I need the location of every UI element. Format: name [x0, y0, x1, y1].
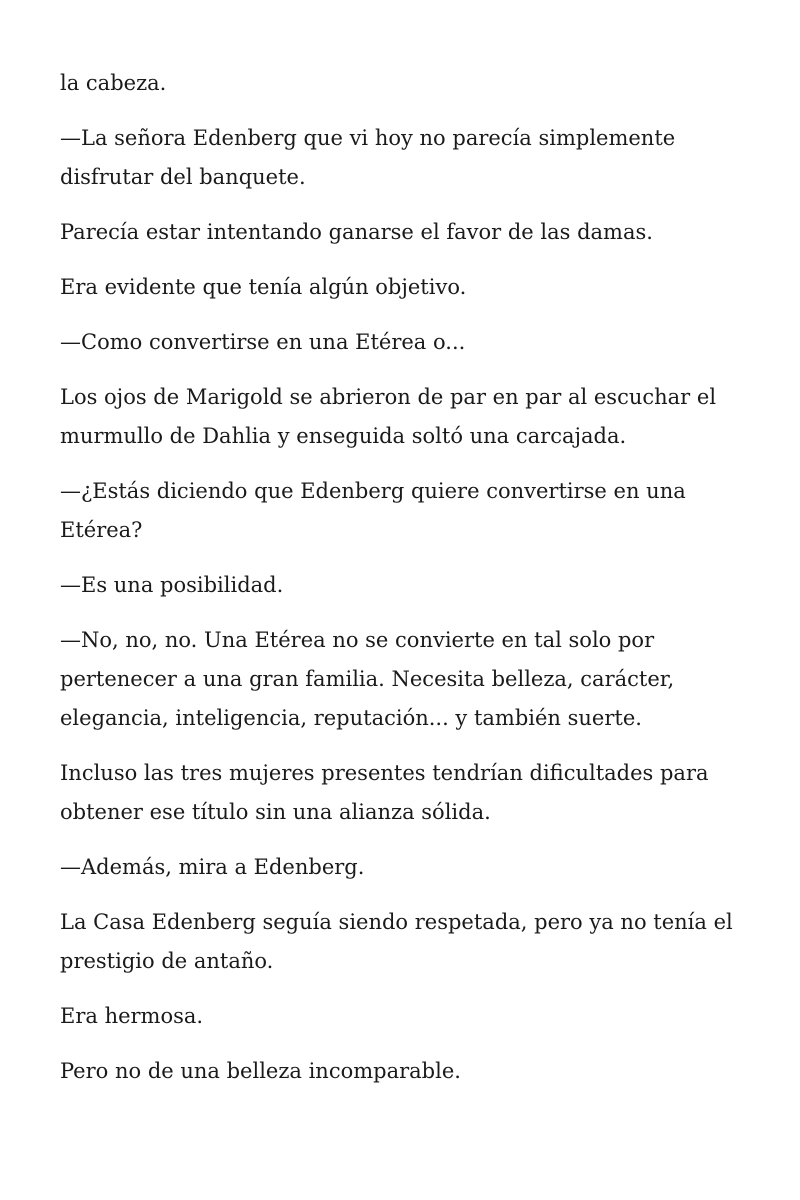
reader-page: [60, 64, 750, 1107]
paragraph: la cabeza.: [60, 71, 167, 95]
paragraph: Los ojos de Marigold se abrieron de par en par al escuchar el murmullo de Dahlia y enseguida soltó una carcajada.: [60, 385, 717, 448]
paragraph: —No, no, no. Una Etérea no se convierte en tal solo por pertenecer a una gran familia. Necesita belleza, carácter, elegancia, inteligencia, reputación... y también suerte.: [60, 628, 675, 730]
paragraph: Parecía estar intentando ganarse el favor de las damas.: [60, 220, 653, 244]
paragraph: Incluso las tres mujeres presentes tendrían dificultades para obtener ese título sin una alianza sólida.: [60, 761, 709, 824]
paragraph: Era hermosa.: [60, 1004, 204, 1028]
paragraph: —Es una posibilidad.: [60, 573, 284, 597]
paragraph: —La señora Edenberg que vi hoy no parecía simplemente disfrutar del banquete.: [60, 126, 676, 189]
paragraph: —Como convertirse en una Etérea o...: [60, 330, 466, 354]
paragraph: Era evidente que tenía algún objetivo.: [60, 275, 467, 299]
paragraph: —Además, mira a Edenberg.: [60, 855, 365, 879]
paragraph: La Casa Edenberg seguía siendo respetada, pero ya no tenía el prestigio de antaño.: [60, 910, 733, 973]
paragraph: —¿Estás diciendo que Edenberg quiere convertirse en una Etérea?: [60, 479, 686, 542]
paragraph: Pero no de una belleza incomparable.: [60, 1059, 461, 1083]
